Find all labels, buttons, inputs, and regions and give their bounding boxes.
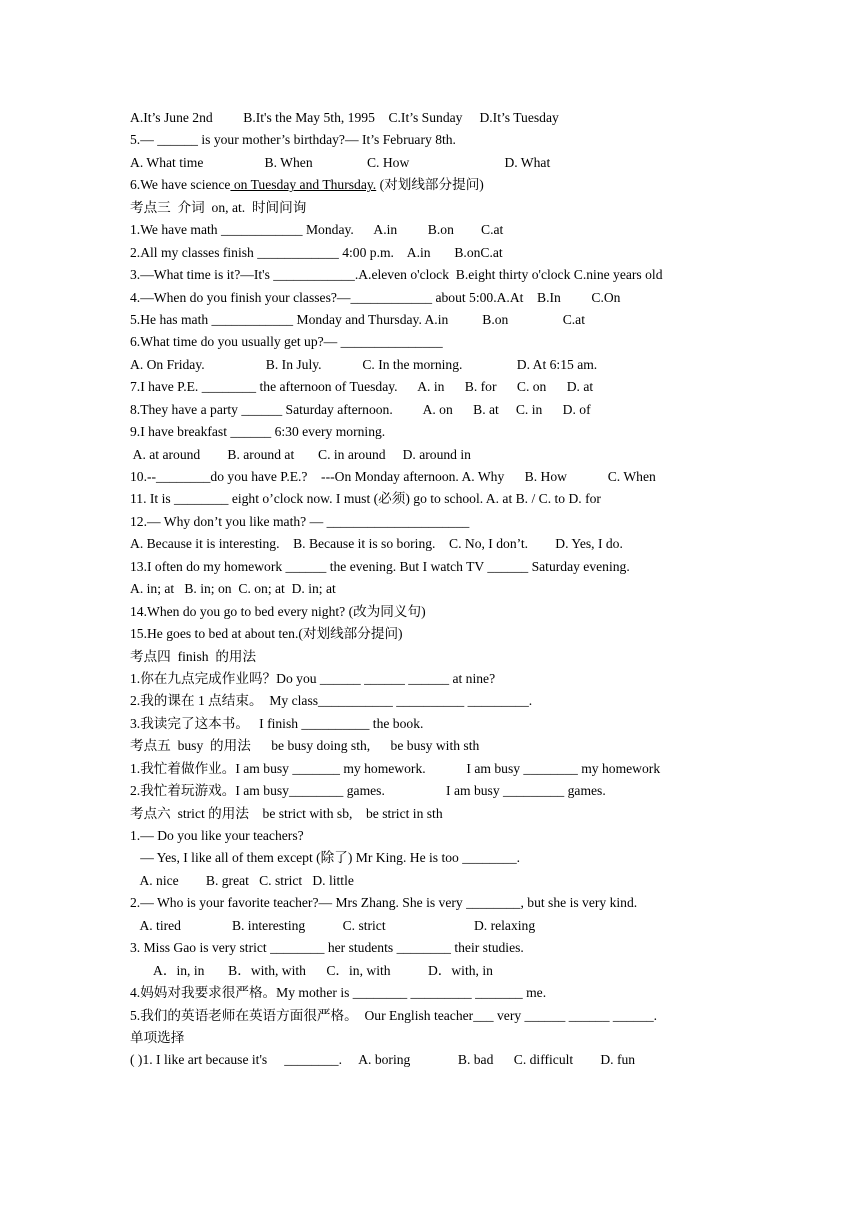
text-line: A. Because it is interesting. B. Because it is so boring. C. No, I don’t. D. Yes, I do. xyxy=(130,536,623,552)
text-line: A. at around B. around at C. in around D. around in xyxy=(130,446,471,462)
text-line: 3.—What time is it?—It's ____________.A.eleven o'clock B.eight thirty o'clock C.nine years old xyxy=(130,267,663,283)
text-line: 3. Miss Gao is very strict ________ her students ________ their studies. xyxy=(130,940,524,956)
text-line: 12.— Why don’t you like math? — _____________________ xyxy=(130,513,470,529)
text-line: A. What time B. When C. How D. What xyxy=(130,154,551,170)
text-line: 6.What time do you usually get up?— _______________ xyxy=(130,334,443,350)
text-line: 5.我们的英语老师在英语方面很严格。 Our English teacher___ very ______ ______ ______. xyxy=(130,1007,658,1023)
text-line: 3.我读完了这本书。 I finish __________ the book. xyxy=(130,715,424,731)
text-line: 考点六 strict 的用法 be strict with sb, be strict in sth xyxy=(130,805,443,821)
text-line: 2.我的课在 1 点结束。 My class___________ __________ _________. xyxy=(130,693,533,709)
text-line: 1.We have math ____________ Monday. A.in B.on C.at xyxy=(130,222,504,238)
text-line: 2.— Who is your favorite teacher?— Mrs Zhang. She is very ________, but she is very kind. xyxy=(130,895,638,911)
text-segment: 6.We have science xyxy=(130,177,231,193)
text-line: 13.I often do my homework ______ the evening. But I watch TV ______ Saturday evening. xyxy=(130,558,630,574)
text-line: A.It’s June 2nd B.It's the May 5th, 1995 C.It’s Sunday D.It’s Tuesday xyxy=(130,110,559,125)
text-line: 2.All my classes finish ____________ 4:00 p.m. A.in B.onC.at xyxy=(130,244,503,260)
text-line: 10.--________do you have P.E.? ---On Monday afternoon. A. Why B. How C. When xyxy=(130,469,656,484)
text-line: 15.He goes to bed at about ten.(对划线部分提问) xyxy=(130,626,403,642)
text-line: 11. It is ________ eight o’clock now. I must (必须) go to school. A. at B. / C. to D. for xyxy=(130,491,601,507)
text-line xyxy=(130,174,730,196)
text-line: 1.— Do you like your teachers? xyxy=(130,828,304,844)
text-line: 考点四 finish 的用法 xyxy=(130,648,257,664)
text-line: A. in; at B. in; on C. on; at D. in; at xyxy=(130,581,336,597)
text-line: A. nice B. great C. strict D. little xyxy=(130,872,354,888)
text-line: 4.妈妈对我要求很严格。My mother is ________ _________ _______ me. xyxy=(130,985,547,1001)
text-line: 14.When do you go to bed every night? (改为同义句) xyxy=(130,603,426,619)
text-line: — Yes, I like all of them except (除了) Mr King. He is too ________. xyxy=(130,850,521,866)
text-line: A. On Friday. B. In July. C. In the morning. D. At 6:15 am. xyxy=(130,356,598,372)
text-line: 2.我忙着玩游戏。I am busy________ games. I am busy _________ games. xyxy=(130,783,606,799)
text-line: A．in, in B．with, with C．in, with D．with, in xyxy=(130,962,493,978)
underlined-phrase: on Tuesday and Thursday. xyxy=(230,177,377,193)
document-body xyxy=(130,107,730,1072)
text-line: 单项选择 xyxy=(130,1029,185,1045)
text-line: A. tired B. interesting C. strict D. relaxing xyxy=(130,917,536,933)
text-line: 1.你在九点完成作业吗？Do you ______ ______ ______ at nine? xyxy=(130,670,496,686)
text-line: 8.They have a party ______ Saturday afternoon. A. on B. at C. in D. of xyxy=(130,401,591,417)
text-line: 1.我忙着做作业。I am busy _______ my homework. I am busy ________ my homework xyxy=(130,760,661,776)
text-line: 7.I have P.E. ________ the afternoon of Tuesday. A. in B. for C. on D. at xyxy=(130,379,594,395)
text-segment: (对划线部分提问) xyxy=(376,177,484,193)
text-line: 5.— ______ is your mother’s birthday?— It’s February 8th. xyxy=(130,132,456,148)
text-line: 9.I have breakfast ______ 6:30 every morning. xyxy=(130,424,386,440)
text-line: 考点五 busy 的用法 be busy doing sth, be busy with sth xyxy=(130,738,480,754)
text-line: 4.—When do you finish your classes?—____________ about 5:00.A.At B.In C.On xyxy=(130,289,621,305)
text-line: 5.He has math ____________ Monday and Thursday. A.in B.on C.at xyxy=(130,311,585,327)
text-line: 考点三 介词 on, at. 时间问询 xyxy=(130,199,307,215)
text-line: ( )1. I like art because it's ________. A. boring B. bad C. difficult D. fun xyxy=(130,1052,636,1068)
